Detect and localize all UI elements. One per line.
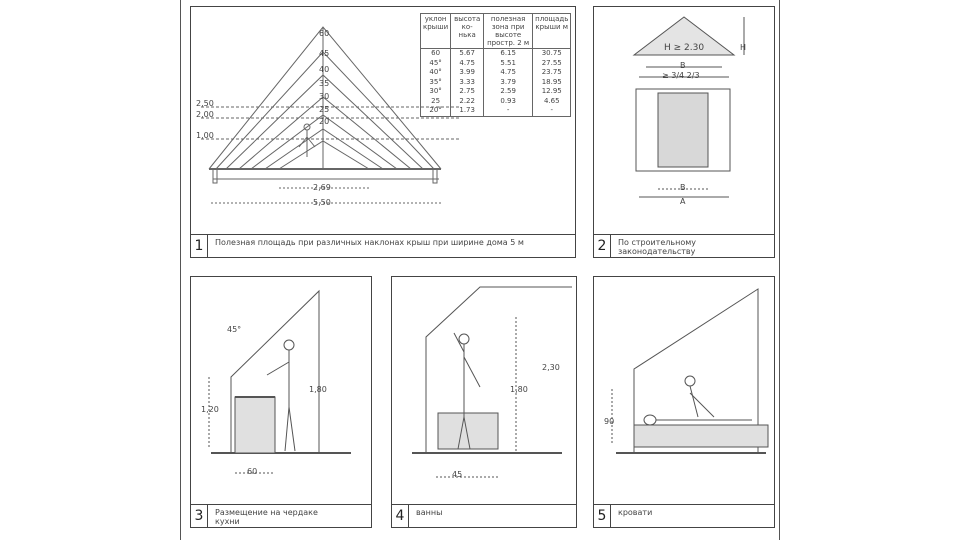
panel-caption <box>392 504 576 527</box>
table-cell: 3.33 <box>451 78 484 88</box>
height-label-230: 2,30 <box>542 363 560 372</box>
table-cell: - <box>484 106 533 116</box>
left-edge-line <box>180 0 181 540</box>
kitchen-drawing <box>191 277 373 507</box>
width-label-60: 60 <box>247 467 258 476</box>
angle-label: 45° <box>227 325 242 334</box>
table-row <box>421 106 571 116</box>
panel-caption <box>594 234 774 257</box>
angle-label-40: 40 <box>319 65 330 74</box>
table-cell: 27.55 <box>533 59 571 69</box>
caption-text: Размещение на чердаке кухни <box>215 508 318 526</box>
b-label-bottom: B <box>680 183 686 192</box>
height-label-120: 1,20 <box>201 405 219 414</box>
table-row <box>421 59 571 69</box>
table-cell: 3.79 <box>484 78 533 88</box>
table-cell: 5.67 <box>451 49 484 59</box>
angle-label-30: 30 <box>319 92 330 101</box>
table-cell: 12.95 <box>533 87 571 97</box>
table-header: уклон крыши <box>421 14 451 49</box>
panel-caption <box>191 234 575 257</box>
table-cell: 2.75 <box>451 87 484 97</box>
panel-caption <box>191 504 371 527</box>
panel-roof-usable-area <box>190 6 576 258</box>
table-cell: 5.51 <box>484 59 533 69</box>
panel-number: 2 <box>594 235 611 257</box>
bath-drawing <box>392 277 578 507</box>
height-label-180: 1,80 <box>510 385 528 394</box>
table-row <box>421 97 571 107</box>
panel-building-code <box>593 6 775 258</box>
table-cell: 0.93 <box>484 97 533 107</box>
table-cell: 3.99 <box>451 68 484 78</box>
b-label: B <box>680 61 686 70</box>
table-cell: 40° <box>421 68 451 78</box>
panel-beds <box>593 276 775 528</box>
table-row <box>421 87 571 97</box>
caption-text: По строительному законодательству <box>618 238 696 256</box>
panel-number: 4 <box>392 505 409 527</box>
table-header: полезная зона при высоте простр. 2 м <box>484 14 533 49</box>
table-header: высота ко-нька <box>451 14 484 49</box>
angle-label-45: 45 <box>319 49 330 58</box>
table-row <box>421 68 571 78</box>
table-cell: 30° <box>421 87 451 97</box>
caption-text: ванны <box>416 508 443 517</box>
table-cell: - <box>533 106 571 116</box>
height-label-90: 90 <box>604 417 615 426</box>
roof-slope-table <box>420 13 571 117</box>
panel-caption <box>594 504 774 527</box>
height-label-200: 2,00 <box>196 110 214 119</box>
a-label: A <box>680 197 686 206</box>
panel-number: 5 <box>594 505 611 527</box>
caption-text: Полезная площадь при различных наклонах крыш при ширине дома 5 м <box>215 238 524 247</box>
angle-label-25: 25 <box>319 105 330 114</box>
table-cell: 4.75 <box>484 68 533 78</box>
table-cell: 4.65 <box>533 97 571 107</box>
table-cell: 25 <box>421 97 451 107</box>
table-cell: 4.75 <box>451 59 484 69</box>
panel-kitchen <box>190 276 372 528</box>
h-label: H <box>740 43 747 52</box>
beds-drawing <box>594 277 776 507</box>
table-row <box>421 78 571 88</box>
table-cell: 6.15 <box>484 49 533 59</box>
table-cell: 23.75 <box>533 68 571 78</box>
width-label-550: 5,50 <box>313 198 331 207</box>
panel-bath <box>391 276 577 528</box>
panel-number: 3 <box>191 505 208 527</box>
table-cell: 2.59 <box>484 87 533 97</box>
width-label-45: 45 <box>452 470 463 479</box>
right-edge-line <box>779 0 780 540</box>
height-requirement-label: H ≥ 2.30 <box>664 43 705 53</box>
angle-label-60: 60 <box>319 29 330 38</box>
table-cell: 60 <box>421 49 451 59</box>
table-cell: 20° <box>421 106 451 116</box>
caption-text: кровати <box>618 508 653 517</box>
height-label-180: 1,80 <box>309 385 327 394</box>
table-cell: 35° <box>421 78 451 88</box>
angle-label-35: 35 <box>319 79 330 88</box>
table-row <box>421 49 571 59</box>
height-label-250: 2,50 <box>196 99 214 108</box>
table-cell: 18.95 <box>533 78 571 88</box>
table-cell: 30.75 <box>533 49 571 59</box>
width-label-269: 2,69 <box>313 183 331 192</box>
table-cell: 1.73 <box>451 106 484 116</box>
ratio-label: ≥ 3/4 2/3 <box>662 71 700 80</box>
table-cell: 2.22 <box>451 97 484 107</box>
table-header: площадь крыши м <box>533 14 571 49</box>
panel-number: 1 <box>191 235 208 257</box>
height-label-100: 1,00 <box>196 131 214 140</box>
angle-label-20: 20 <box>319 117 330 126</box>
table-cell: 45° <box>421 59 451 69</box>
